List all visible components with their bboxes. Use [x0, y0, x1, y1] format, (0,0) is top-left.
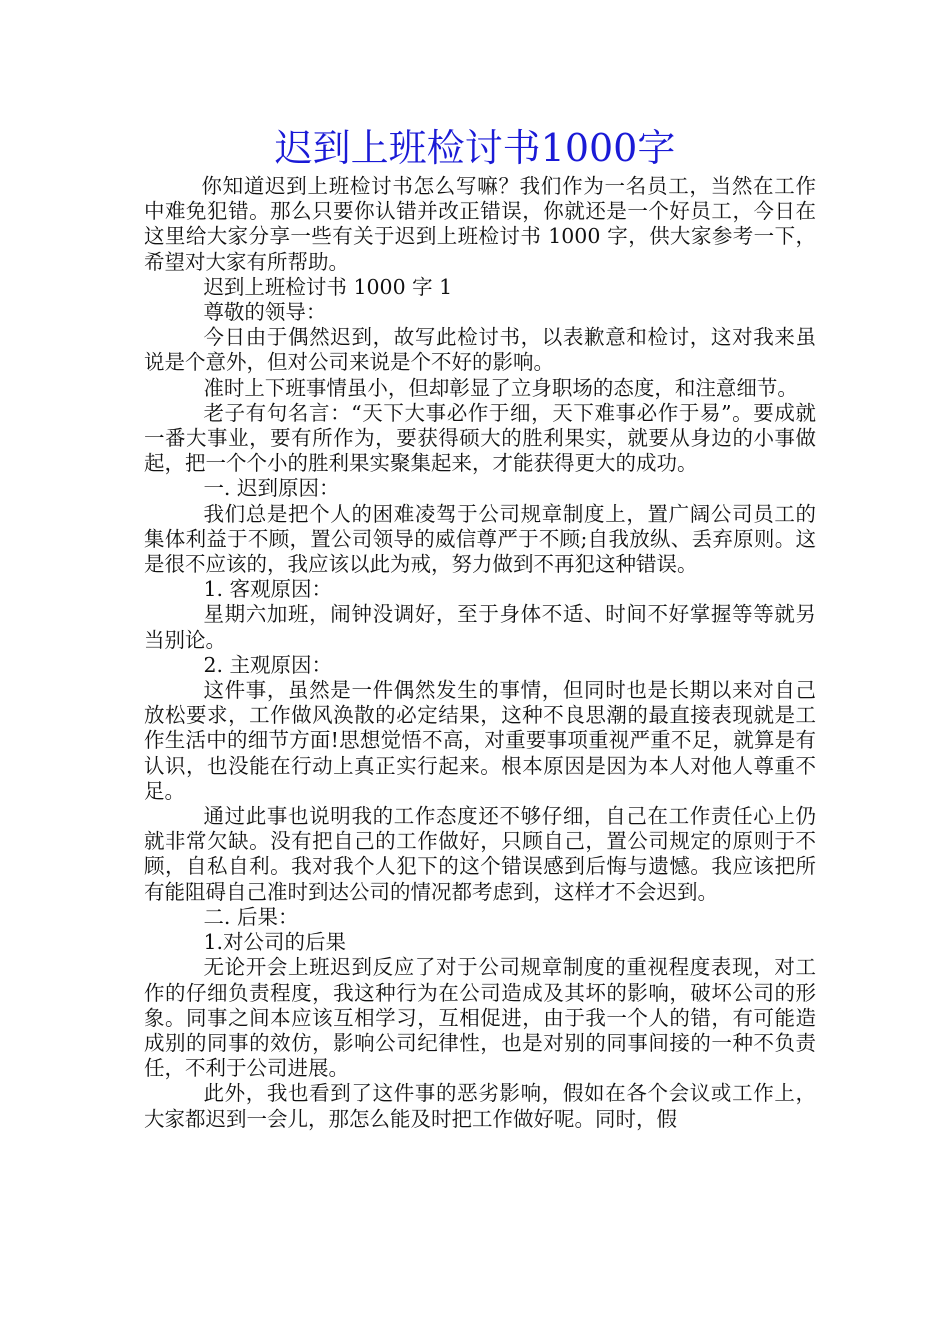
subheading: 一. 迟到原因：	[203, 476, 340, 501]
document-body	[144, 174, 816, 1132]
document-title: 迟到上班检讨书1000字	[274, 126, 676, 170]
body-paragraph: 通过此事也说明我的工作态度还不够仔细，自己在工作责任心上仍就非常欠缺。没有把自己的工作做好，只顾自己，置公司规定的原则于不顾，自私自利。我对我个人犯下的这个错误感到后悔与遗憾。我应该把所有能阻碍自己准时到达公司的情况都考虑到，这样才不会迟到。	[144, 804, 816, 904]
body-paragraph: 无论开会上班迟到反应了对于公司规章制度的重视程度表现，对工作的仔细负责程度，我这种行为在公司造成及其坏的影响，破坏公司的形象。同事之间本应该互相学习，互相促进，由于我一个人的错，有可能造成别的同事的效仿，影响公司纪律性，也是对别的同事间接的一种不负责任，不利于公司进展。	[144, 955, 816, 1081]
body-paragraph: 我们总是把个人的困难凌驾于公司规章制度上，置广阔公司员工的集体利益于不顾，置公司领导的威信尊严于不顾;自我放纵、丢弃原则。这是很不应该的，我应该以此为戒，努力做到不再犯这种错误。	[144, 501, 816, 577]
body-paragraph: 星期六加班，闹钟没调好，至于身体不适、时间不好掌握等等就另当别论。	[144, 602, 816, 652]
body-paragraph: 老子有句名言：“天下大事必作于细，天下难事必作于易”。要成就一番大事业，要有所作为，要获得硕大的胜利果实，就要从身边的小事做起，把一个个小的胜利果实聚集起来，才能获得更大的成功。	[144, 400, 816, 476]
subheading: 二. 后果：	[203, 904, 299, 929]
intro-paragraph: 你知道迟到上班检讨书怎么写嘛？我们作为一名员工，当然在工作中难免犯错。那么只要你认错并改正错误，你就还是一个好员工，今日在这里给大家分享一些有关于迟到上班检讨书 1000 字，供大家参考一下，希望对大家有所帮助。	[144, 174, 816, 274]
body-paragraph: 准时上下班事情虽小，但却彰显了立身职场的态度，和注意细节。	[203, 375, 798, 400]
subheading: 1.对公司的后果	[203, 930, 346, 955]
body-paragraph: 这件事，虽然是一件偶然发生的事情，但同时也是长期以来对自己放松要求，工作做风涣散的必定结果，这种不良思潮的最直接表现就是工作生活中的细节方面!思想觉悟不高，对重要事项重视严重不足，就算是有认识，也没能在行动上真正实行起来。根本原因是因为本人对他人尊重不足。	[144, 678, 816, 803]
subheading: 2. 主观原因：	[203, 652, 333, 677]
salutation: 尊敬的领导：	[203, 300, 327, 325]
body-paragraph: 此外，我也看到了这件事的恶劣影响，假如在各个会议或工作上，大家都迟到一会儿，那怎么能及时把工作做好呢。同时，假	[144, 1081, 816, 1131]
section-heading: 迟到上班检讨书 1000 字 1	[203, 274, 453, 299]
body-paragraph: 今日由于偶然迟到，故写此检讨书，以表歉意和检讨，这对我来虽说是个意外，但对公司来说是个不好的影响。	[144, 325, 816, 375]
subheading: 1. 客观原因：	[203, 577, 333, 602]
